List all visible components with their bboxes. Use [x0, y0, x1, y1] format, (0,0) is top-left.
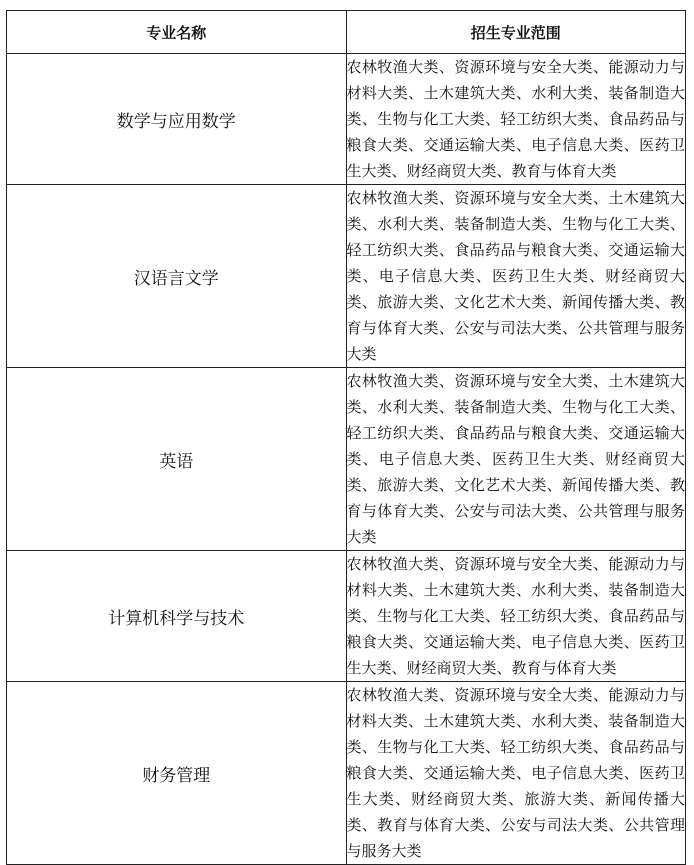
major-name-cell: 财务管理 [7, 682, 347, 865]
scope-cell: 农林牧渔大类、资源环境与安全大类、能源动力与材料大类、土木建筑大类、水利大类、装备制造大类、生物与化工大类、轻工纺织大类、食品药品与粮食大类、交通运输大类、电子信息大类、医药卫生大类、财经商贸大类、教育与体育大类 [346, 551, 686, 682]
scope-cell: 农林牧渔大类、资源环境与安全大类、能源动力与材料大类、土木建筑大类、水利大类、装备制造大类、生物与化工大类、轻工纺织大类、食品药品与粮食大类、交通运输大类、电子信息大类、医药卫生大类、财经商贸大类、教育与体育大类 [346, 54, 686, 185]
table-row [7, 368, 686, 551]
header-scope: 招生专业范围 [346, 11, 686, 54]
major-name-cell: 汉语言文学 [7, 185, 347, 368]
majors-table [6, 10, 686, 865]
table-row [7, 54, 686, 185]
header-major-name: 专业名称 [7, 11, 347, 54]
scope-cell: 农林牧渔大类、资源环境与安全大类、土木建筑大类、水利大类、装备制造大类、生物与化工大类、轻工纺织大类、食品药品与粮食大类、交通运输大类、电子信息大类、医药卫生大类、财经商贸大类、旅游大类、文化艺术大类、新闻传播大类、教育与体育大类、公安与司法大类、公共管理与服务大类 [346, 185, 686, 368]
scope-cell: 农林牧渔大类、资源环境与安全大类、能源动力与材料大类、土木建筑大类、水利大类、装备制造大类、生物与化工大类、轻工纺织大类、食品药品与粮食大类、交通运输大类、电子信息大类、医药卫生大类、财经商贸大类、旅游大类、新闻传播大类、教育与体育大类、公安与司法大类、公共管理与服务大类 [346, 682, 686, 865]
major-name-cell: 数学与应用数学 [7, 54, 347, 185]
table-row [7, 185, 686, 368]
table-row [7, 682, 686, 865]
major-name-cell: 英语 [7, 368, 347, 551]
table-row [7, 551, 686, 682]
major-name-cell: 计算机科学与技术 [7, 551, 347, 682]
header-row [7, 11, 686, 54]
scope-cell: 农林牧渔大类、资源环境与安全大类、土木建筑大类、水利大类、装备制造大类、生物与化工大类、轻工纺织大类、食品药品与粮食大类、交通运输大类、电子信息大类、医药卫生大类、财经商贸大类、旅游大类、文化艺术大类、新闻传播大类、教育与体育大类、公安与司法大类、公共管理与服务大类 [346, 368, 686, 551]
